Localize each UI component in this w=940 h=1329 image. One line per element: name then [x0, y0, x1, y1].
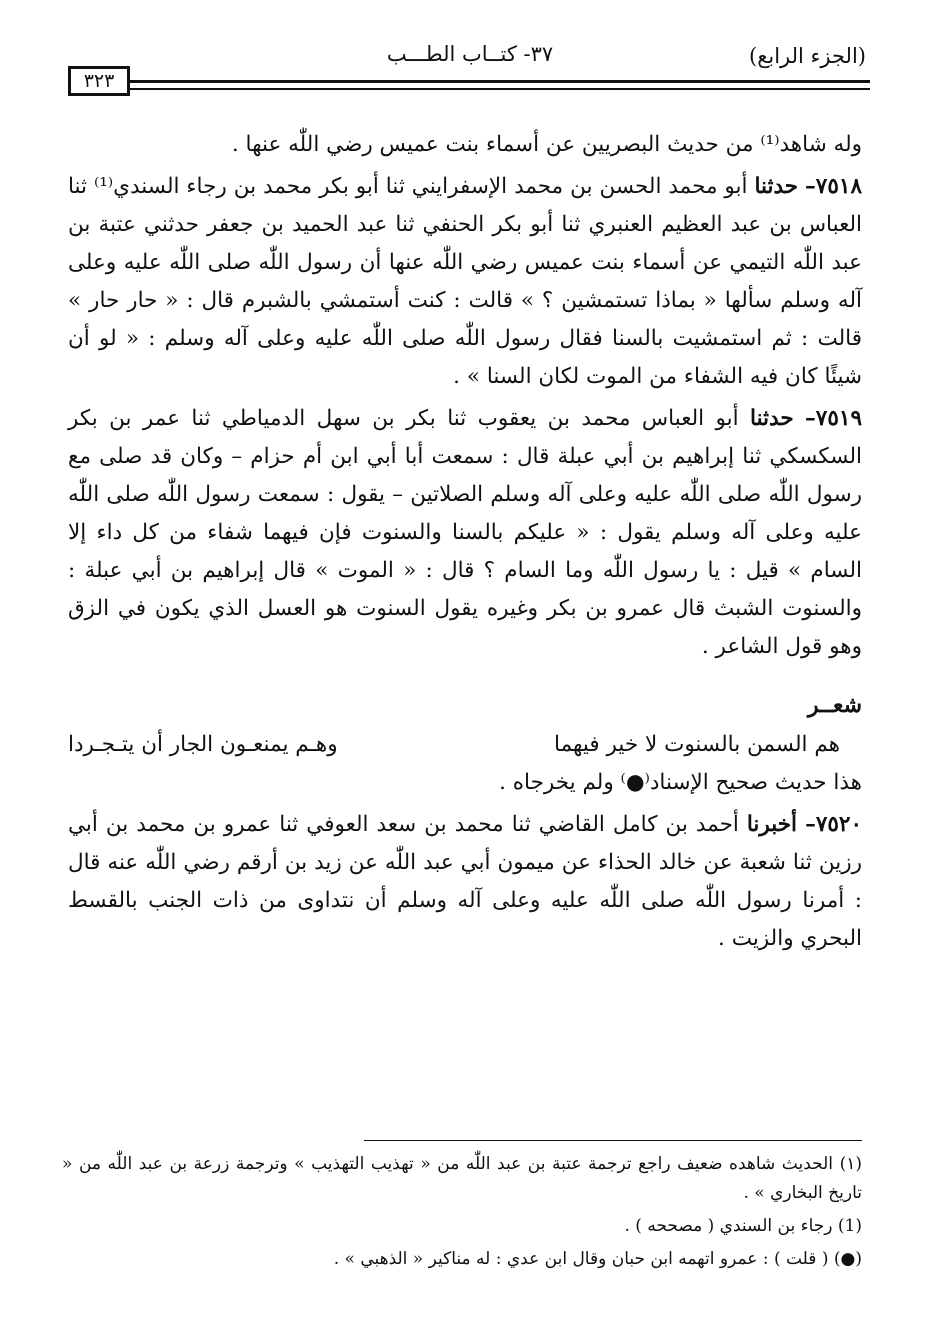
poem-hemistich-first: هم السمن بالسنوت لا خير فيهما [554, 732, 840, 757]
header-rule-thin [130, 88, 870, 90]
footnote-text: الحديث شاهده ضعيف راجع ترجمة عتبة بن عبد اللّٰه من « تهذيب التهذيب » وترجمة زرعة بن عبد اللّٰه من « تاريخ البخاري » . [62, 1154, 862, 1203]
footnote-marker: (●) [833, 1249, 862, 1269]
main-text [68, 126, 862, 958]
paragraph-sahih: هذا حديث صحيح الإسناد⁽●⁾ ولم يخرجاه . [499, 770, 862, 795]
footnote-item [62, 1212, 862, 1241]
footnote-item [62, 1150, 862, 1208]
footnote-item [62, 1245, 862, 1274]
hadith-7520 [68, 806, 862, 958]
header-rule-thick [130, 80, 870, 83]
footnote-text: ( قلت ) : عمرو اتهمه ابن حبان وقال ابن عدي : له مناكير « الذهبي » . [333, 1249, 829, 1269]
hadith-text: أبو العباس محمد بن يعقوب ثنا بكر بن سهل الدمياطي ثنا عمر بن بكر السكسكي ثنا إبراهيم بن أبي عبلة قال : سمعت أبا أبي ابن أم حزام – وكان قد صلى مع رسول اللّٰه صلى اللّٰه عليه وعلى آله وسلم الصلاتين – يقول : سمعت رسول اللّٰه صلى اللّٰه عليه وعلى آله وسلم يقول : « عليكم بالسنا والسنوت فإن فيهما شفاء من كل داء إلا السام » قيل : يا رسول اللّٰه وما السام ؟ قال : « الموت » قال إبراهيم بن أبي عبلة : والسنوت الشبث قال عمرو بن بكر وغيره يقول السنوت هو العسل الذي يكون في الزق وهو قول الشاعر . [68, 406, 862, 659]
footnote-marker: (١) [839, 1154, 863, 1174]
hadith-7518 [68, 168, 862, 396]
hadith-lead: حدثنا [754, 174, 799, 199]
page-number: ٣٢٣ [68, 66, 130, 96]
hadith-lead: حدثنا [750, 406, 794, 431]
paragraph-intro: وله شاهد⁽¹⁾ من حديث البصريين عن أسماء بنت عميس رضي اللّٰه عنها . [231, 132, 862, 157]
hadith-number: ٧٥١٨– [805, 174, 862, 199]
footnote-rule [364, 1140, 862, 1141]
footnote-marker: (1) [837, 1216, 862, 1236]
hadith-number: ٧٥٢٠– [805, 812, 863, 837]
hadith-7519 [68, 400, 862, 666]
hadith-lead: أخبرنا [746, 812, 798, 837]
hadith-number: ٧٥١٩– [805, 406, 862, 431]
hadith-text: أبو محمد الحسن بن محمد الإسفرايني ثنا أبو بكر محمد بن رجاء السندي⁽¹⁾ ثنا العباس بن عبد العظيم العنبري ثنا أبو بكر الحنفي ثنا عبد الحميد بن جعفر حدثني عتبة بن عبد اللّٰه التيمي عن أسماء بنت عميس رضي اللّٰه عنها أن رسول اللّٰه صلى اللّٰه عليه وعلى آله وسلم سألها « بماذا تستمشين ؟ » قالت : كنت أستمشي بالشبرم قال : « حار حار » قالت : ثم استمشيت بالسنا فقال رسول اللّٰه صلى اللّٰه عليه وعلى آله وسلم : « لو أن شيئًا كان فيه الشفاء من الموت لكان السنا » . [68, 174, 862, 389]
poem-hemistich-second: وهـم يمنعـون الجار أن يتـجـردا [68, 732, 338, 757]
poem-verse [68, 726, 862, 764]
poem-title: شعــر [807, 692, 862, 718]
footnote-text: رجاء بن السندي ( مصححه ) . [624, 1216, 833, 1236]
hadith-text: أحمد بن كامل القاضي ثنا محمد بن سعد العوفي ثنا عمرو بن محمد بن أبي رزين ثنا شعبة عن خالد الحذاء عن ميمون أبي عبد اللّٰه عن زيد بن أرقم رضي اللّٰه عنه قال : أمرنا رسول اللّٰه صلى اللّٰه عليه وعلى آله وسلم أن نتداوى من ذات الجنب بالقسط البحري والزيت . [68, 812, 862, 951]
running-header-part: (الجزء الرابع) [749, 44, 866, 68]
running-header-book: ٣٧- كتــاب الطـــب [386, 42, 554, 66]
footnotes [62, 1150, 862, 1278]
